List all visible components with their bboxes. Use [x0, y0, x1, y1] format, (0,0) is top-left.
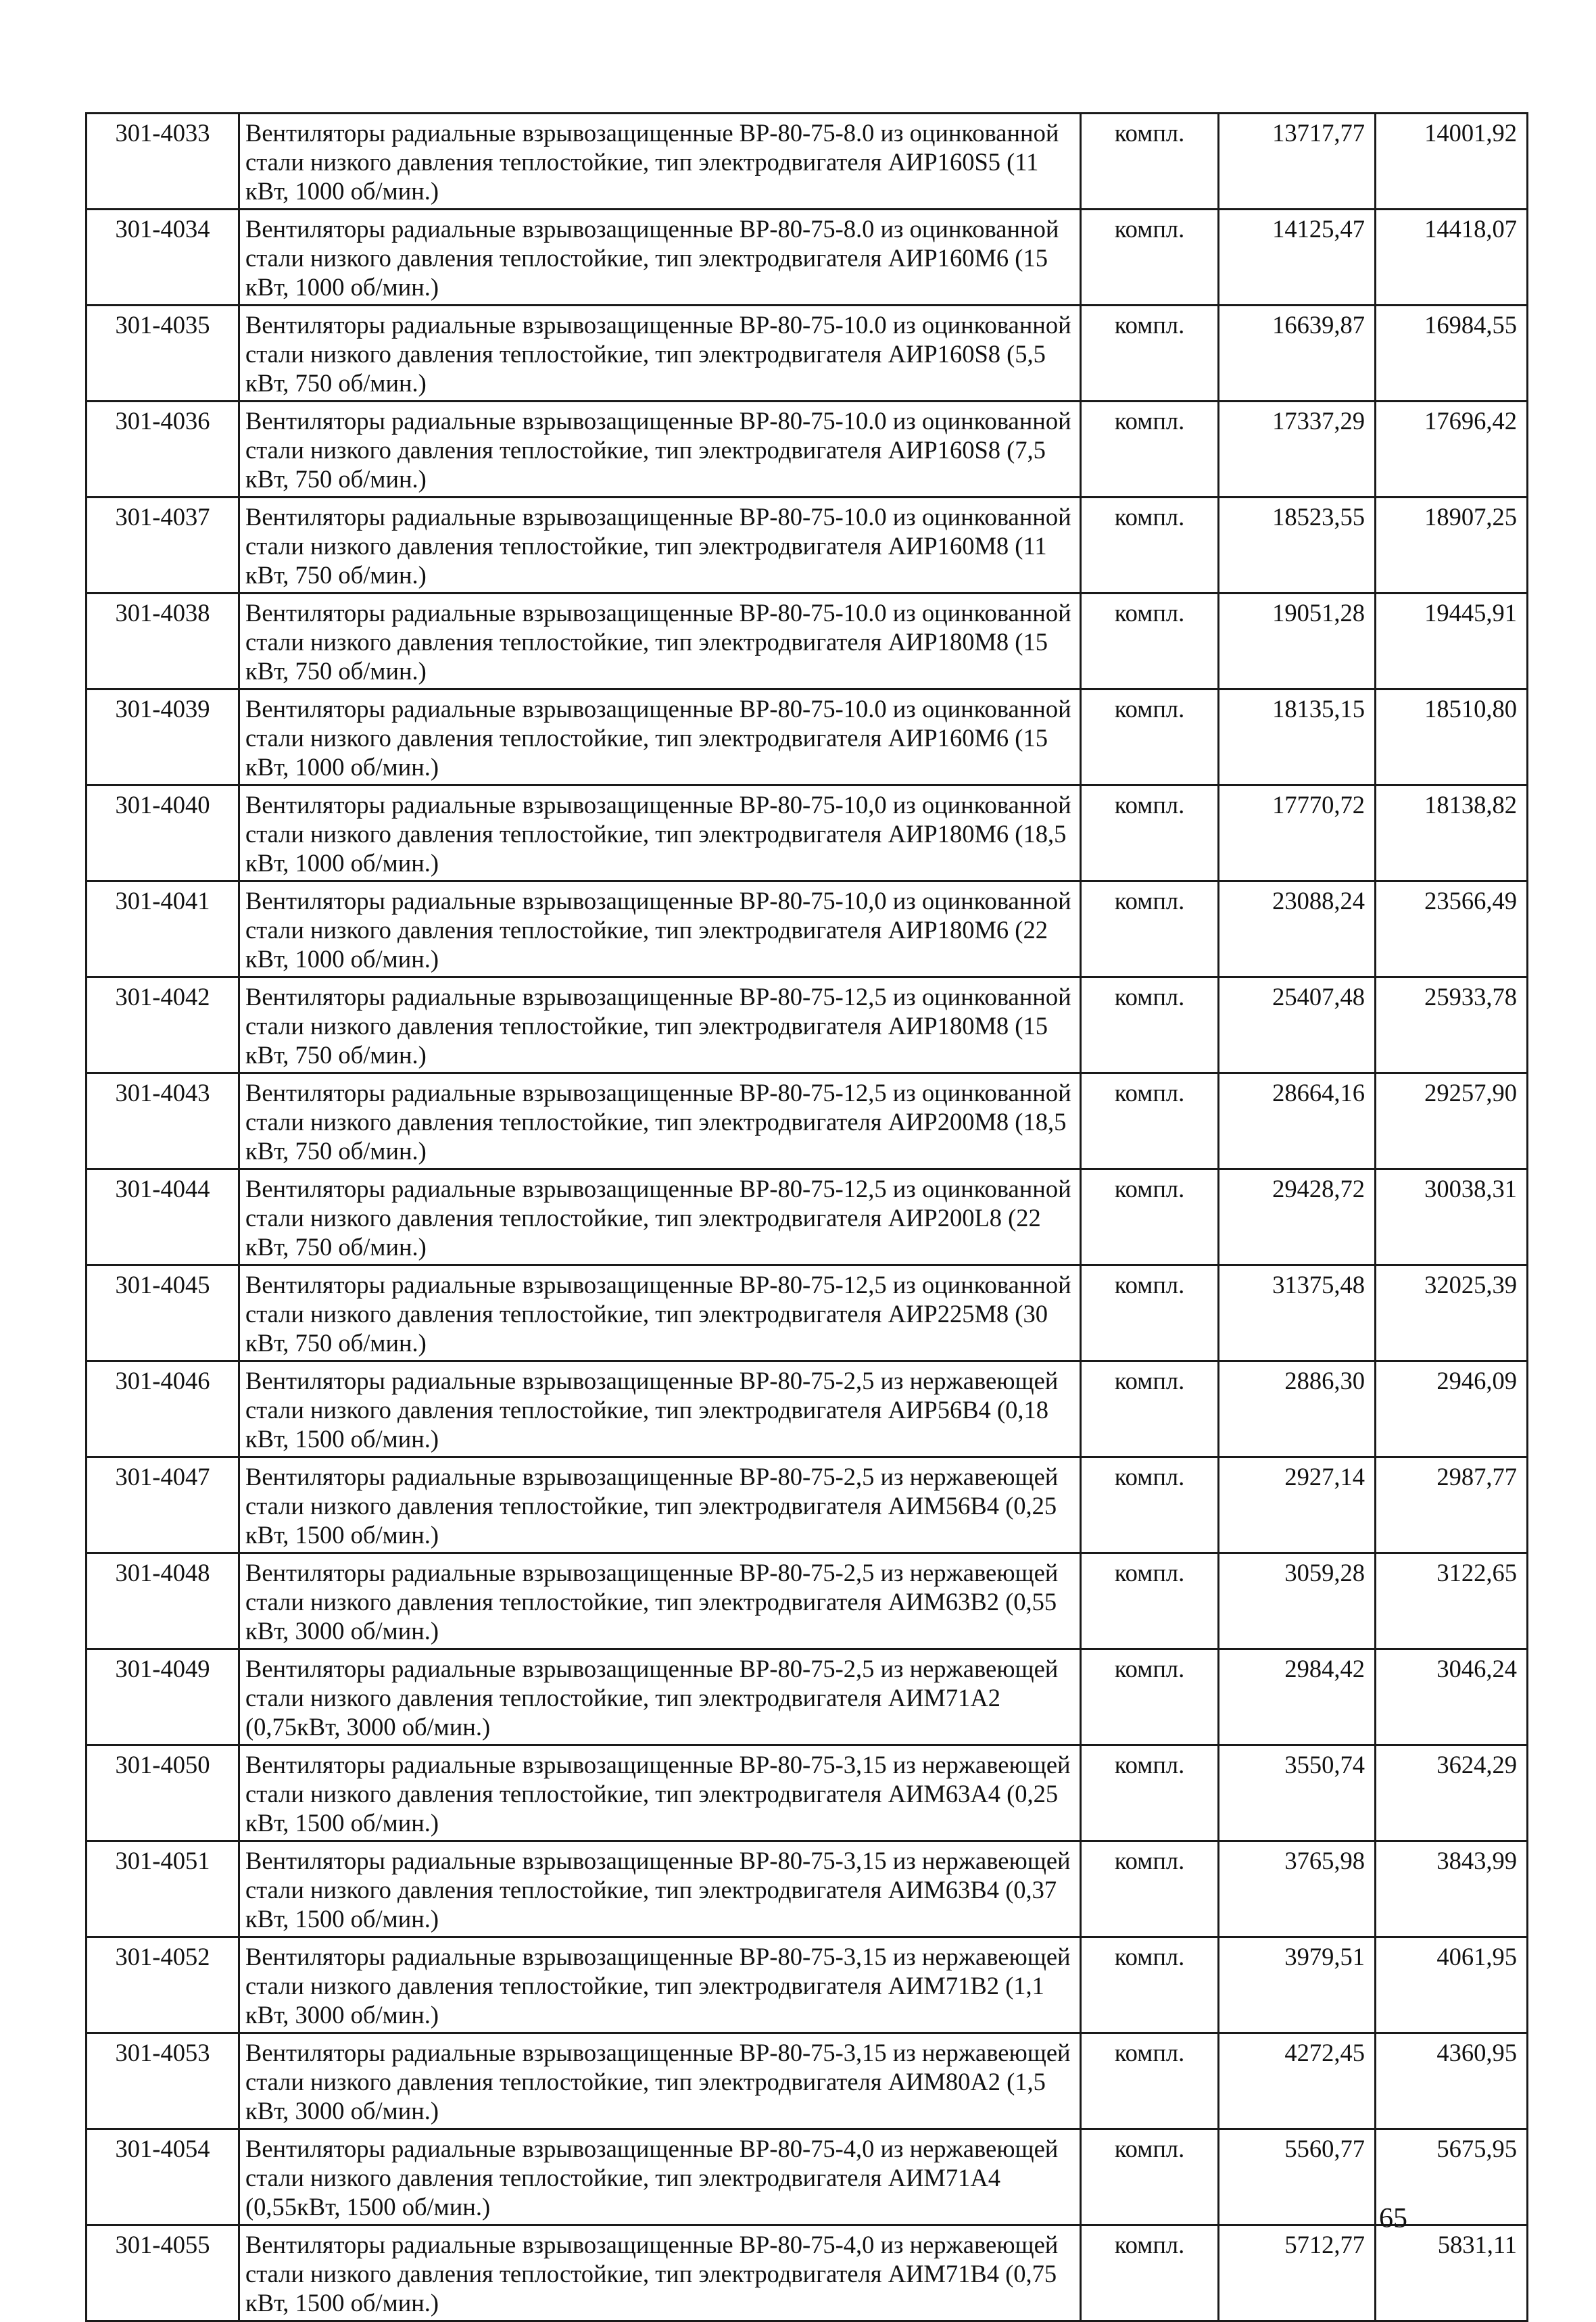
item-description: Вентиляторы радиальные взрывозащищенные ВР-80-75-8.0 из оцинкованной стали низкого давления теплостойкие, тип электродвигателя АИР160М6 (15 кВт, 1000 об/мин.) — [239, 210, 1081, 306]
item-price-1: 25407,48 — [1219, 977, 1376, 1073]
item-code: 301-4053 — [87, 2033, 239, 2129]
item-price-1: 23088,24 — [1219, 881, 1376, 977]
item-code: 301-4036 — [87, 402, 239, 498]
item-description: Вентиляторы радиальные взрывозащищенные ВР-80-75-2,5 из нержавеющей стали низкого давления теплостойкие, тип электродвигателя АИМ63В2 (0,55 кВт, 3000 об/мин.) — [239, 1553, 1081, 1649]
item-code: 301-4052 — [87, 1937, 239, 2033]
table-row — [87, 2033, 1528, 2129]
item-price-2: 29257,90 — [1376, 1073, 1528, 1169]
table-row — [87, 881, 1528, 977]
item-unit: компл. — [1081, 1841, 1219, 1937]
item-description: Вентиляторы радиальные взрывозащищенные ВР-80-75-10.0 из оцинкованной стали низкого давления теплостойкие, тип электродвигателя АИР180М8 (15 кВт, 750 об/мин.) — [239, 594, 1081, 690]
item-code: 301-4055 — [87, 2225, 239, 2321]
item-price-1: 2984,42 — [1219, 1649, 1376, 1745]
item-description: Вентиляторы радиальные взрывозащищенные ВР-80-75-12,5 из оцинкованной стали низкого давления теплостойкие, тип электродвигателя АИР180М8 (15 кВт, 750 об/мин.) — [239, 977, 1081, 1073]
item-price-2: 18907,25 — [1376, 498, 1528, 594]
item-description: Вентиляторы радиальные взрывозащищенные ВР-80-75-10,0 из оцинкованной стали низкого давления теплостойкие, тип электродвигателя АИР180М6 (22 кВт, 1000 об/мин.) — [239, 881, 1081, 977]
item-description: Вентиляторы радиальные взрывозащищенные ВР-80-75-10,0 из оцинкованной стали низкого давления теплостойкие, тип электродвигателя АИР180М6 (18,5 кВт, 1000 об/мин.) — [239, 785, 1081, 881]
item-unit: компл. — [1081, 306, 1219, 402]
item-description: Вентиляторы радиальные взрывозащищенные ВР-80-75-3,15 из нержавеющей стали низкого давления теплостойкие, тип электродвигателя АИМ63В4 (0,37 кВт, 1500 об/мин.) — [239, 1841, 1081, 1937]
item-unit: компл. — [1081, 1169, 1219, 1265]
table-row — [87, 1265, 1528, 1361]
item-unit: компл. — [1081, 690, 1219, 785]
item-price-1: 29428,72 — [1219, 1169, 1376, 1265]
item-price-2: 2946,09 — [1376, 1361, 1528, 1457]
item-price-1: 3979,51 — [1219, 1937, 1376, 2033]
table-row — [87, 1841, 1528, 1937]
item-code: 301-4038 — [87, 594, 239, 690]
item-price-2: 3624,29 — [1376, 1745, 1528, 1841]
item-code: 301-4045 — [87, 1265, 239, 1361]
item-unit: компл. — [1081, 498, 1219, 594]
item-code: 301-4033 — [87, 114, 239, 210]
item-unit: компл. — [1081, 785, 1219, 881]
item-code: 301-4049 — [87, 1649, 239, 1745]
item-price-2: 3122,65 — [1376, 1553, 1528, 1649]
item-price-1: 19051,28 — [1219, 594, 1376, 690]
item-code: 301-4047 — [87, 1457, 239, 1553]
item-price-1: 3059,28 — [1219, 1553, 1376, 1649]
item-price-2: 5831,11 — [1376, 2225, 1528, 2321]
item-unit: компл. — [1081, 1745, 1219, 1841]
item-unit: компл. — [1081, 1457, 1219, 1553]
item-price-2: 30038,31 — [1376, 1169, 1528, 1265]
item-price-2: 4360,95 — [1376, 2033, 1528, 2129]
item-description: Вентиляторы радиальные взрывозащищенные ВР-80-75-4,0 из нержавеющей стали низкого давления теплостойкие, тип электродвигателя АИМ71В4 (0,75 кВт, 1500 об/мин.) — [239, 2225, 1081, 2321]
item-price-2: 23566,49 — [1376, 881, 1528, 977]
item-code: 301-4040 — [87, 785, 239, 881]
item-description: Вентиляторы радиальные взрывозащищенные ВР-80-75-3,15 из нержавеющей стали низкого давления теплостойкие, тип электродвигателя АИМ80А2 (1,5 кВт, 3000 об/мин.) — [239, 2033, 1081, 2129]
item-unit: компл. — [1081, 977, 1219, 1073]
item-price-1: 5560,77 — [1219, 2129, 1376, 2225]
table-row — [87, 977, 1528, 1073]
table-row — [87, 114, 1528, 210]
table-row — [87, 1073, 1528, 1169]
item-unit: компл. — [1081, 1553, 1219, 1649]
item-description: Вентиляторы радиальные взрывозащищенные ВР-80-75-8.0 из оцинкованной стали низкого давления теплостойкие, тип электродвигателя АИР160S5 (11 кВт, 1000 об/мин.) — [239, 114, 1081, 210]
item-unit: компл. — [1081, 1073, 1219, 1169]
item-price-1: 13717,77 — [1219, 114, 1376, 210]
table-body — [87, 114, 1528, 2321]
item-description: Вентиляторы радиальные взрывозащищенные ВР-80-75-10.0 из оцинкованной стали низкого давления теплостойкие, тип электродвигателя АИР160S8 (7,5 кВт, 750 об/мин.) — [239, 402, 1081, 498]
item-price-1: 31375,48 — [1219, 1265, 1376, 1361]
item-code: 301-4039 — [87, 690, 239, 785]
item-unit: компл. — [1081, 402, 1219, 498]
item-description: Вентиляторы радиальные взрывозащищенные ВР-80-75-4,0 из нержавеющей стали низкого давления теплостойкие, тип электродвигателя АИМ71А4 (0,55кВт, 1500 об/мин.) — [239, 2129, 1081, 2225]
item-price-1: 14125,47 — [1219, 210, 1376, 306]
item-description: Вентиляторы радиальные взрывозащищенные ВР-80-75-12,5 из оцинкованной стали низкого давления теплостойкие, тип электродвигателя АИР225М8 (30 кВт, 750 об/мин.) — [239, 1265, 1081, 1361]
item-description: Вентиляторы радиальные взрывозащищенные ВР-80-75-3,15 из нержавеющей стали низкого давления теплостойкие, тип электродвигателя АИМ71В2 (1,1 кВт, 3000 об/мин.) — [239, 1937, 1081, 2033]
item-description: Вентиляторы радиальные взрывозащищенные ВР-80-75-10.0 из оцинкованной стали низкого давления теплостойкие, тип электродвигателя АИР160S8 (5,5 кВт, 750 об/мин.) — [239, 306, 1081, 402]
item-unit: компл. — [1081, 1649, 1219, 1745]
item-price-1: 4272,45 — [1219, 2033, 1376, 2129]
table-row — [87, 498, 1528, 594]
item-code: 301-4044 — [87, 1169, 239, 1265]
table-row — [87, 1169, 1528, 1265]
table-row — [87, 210, 1528, 306]
item-price-1: 2927,14 — [1219, 1457, 1376, 1553]
item-price-1: 2886,30 — [1219, 1361, 1376, 1457]
item-price-1: 5712,77 — [1219, 2225, 1376, 2321]
item-description: Вентиляторы радиальные взрывозащищенные ВР-80-75-2,5 из нержавеющей стали низкого давления теплостойкие, тип электродвигателя АИМ71А2 (0,75кВт, 3000 об/мин.) — [239, 1649, 1081, 1745]
item-unit: компл. — [1081, 1361, 1219, 1457]
item-price-1: 17337,29 — [1219, 402, 1376, 498]
item-code: 301-4054 — [87, 2129, 239, 2225]
table-row — [87, 1457, 1528, 1553]
item-price-1: 17770,72 — [1219, 785, 1376, 881]
item-code: 301-4046 — [87, 1361, 239, 1457]
table-row — [87, 1553, 1528, 1649]
item-price-2: 19445,91 — [1376, 594, 1528, 690]
item-price-2: 14418,07 — [1376, 210, 1528, 306]
page-number: 65 — [1379, 2203, 1407, 2234]
table-row — [87, 1937, 1528, 2033]
table-row — [87, 594, 1528, 690]
item-price-2: 16984,55 — [1376, 306, 1528, 402]
item-unit: компл. — [1081, 114, 1219, 210]
table-row — [87, 1361, 1528, 1457]
item-price-2: 2987,77 — [1376, 1457, 1528, 1553]
item-price-1: 3550,74 — [1219, 1745, 1376, 1841]
item-price-1: 3765,98 — [1219, 1841, 1376, 1937]
item-unit: компл. — [1081, 1265, 1219, 1361]
item-price-1: 18523,55 — [1219, 498, 1376, 594]
item-description: Вентиляторы радиальные взрывозащищенные ВР-80-75-3,15 из нержавеющей стали низкого давления теплостойкие, тип электродвигателя АИМ63А4 (0,25 кВт, 1500 об/мин.) — [239, 1745, 1081, 1841]
item-description: Вентиляторы радиальные взрывозащищенные ВР-80-75-12,5 из оцинкованной стали низкого давления теплостойкие, тип электродвигателя АИР200L8 (22 кВт, 750 об/мин.) — [239, 1169, 1081, 1265]
item-price-1: 18135,15 — [1219, 690, 1376, 785]
table-row — [87, 306, 1528, 402]
table-row — [87, 402, 1528, 498]
item-price-2: 14001,92 — [1376, 114, 1528, 210]
item-description: Вентиляторы радиальные взрывозащищенные ВР-80-75-2,5 из нержавеющей стали низкого давления теплостойкие, тип электродвигателя АИР56В4 (0,18 кВт, 1500 об/мин.) — [239, 1361, 1081, 1457]
item-description: Вентиляторы радиальные взрывозащищенные ВР-80-75-2,5 из нержавеющей стали низкого давления теплостойкие, тип электродвигателя АИМ56В4 (0,25 кВт, 1500 об/мин.) — [239, 1457, 1081, 1553]
price-table — [85, 112, 1528, 2322]
item-code: 301-4048 — [87, 1553, 239, 1649]
item-unit: компл. — [1081, 2225, 1219, 2321]
item-code: 301-4034 — [87, 210, 239, 306]
item-description: Вентиляторы радиальные взрывозащищенные ВР-80-75-12,5 из оцинкованной стали низкого давления теплостойкие, тип электродвигателя АИР200М8 (18,5 кВт, 750 об/мин.) — [239, 1073, 1081, 1169]
item-unit: компл. — [1081, 881, 1219, 977]
item-code: 301-4051 — [87, 1841, 239, 1937]
item-code: 301-4041 — [87, 881, 239, 977]
item-unit: компл. — [1081, 2033, 1219, 2129]
item-price-2: 17696,42 — [1376, 402, 1528, 498]
table-row — [87, 2225, 1528, 2321]
item-unit: компл. — [1081, 594, 1219, 690]
table-row — [87, 690, 1528, 785]
item-price-2: 3843,99 — [1376, 1841, 1528, 1937]
item-price-2: 25933,78 — [1376, 977, 1528, 1073]
item-description: Вентиляторы радиальные взрывозащищенные ВР-80-75-10.0 из оцинкованной стали низкого давления теплостойкие, тип электродвигателя АИР160М8 (11 кВт, 750 об/мин.) — [239, 498, 1081, 594]
item-code: 301-4050 — [87, 1745, 239, 1841]
item-price-2: 18138,82 — [1376, 785, 1528, 881]
item-price-2: 32025,39 — [1376, 1265, 1528, 1361]
table-row — [87, 1745, 1528, 1841]
table-row — [87, 2129, 1528, 2225]
item-unit: компл. — [1081, 210, 1219, 306]
item-code: 301-4042 — [87, 977, 239, 1073]
item-code: 301-4037 — [87, 498, 239, 594]
item-description: Вентиляторы радиальные взрывозащищенные ВР-80-75-10.0 из оцинкованной стали низкого давления теплостойкие, тип электродвигателя АИР160М6 (15 кВт, 1000 об/мин.) — [239, 690, 1081, 785]
item-price-2: 18510,80 — [1376, 690, 1528, 785]
item-price-2: 4061,95 — [1376, 1937, 1528, 2033]
table-row — [87, 1649, 1528, 1745]
item-price-1: 28664,16 — [1219, 1073, 1376, 1169]
item-price-2: 3046,24 — [1376, 1649, 1528, 1745]
item-unit: компл. — [1081, 2129, 1219, 2225]
item-code: 301-4043 — [87, 1073, 239, 1169]
item-code: 301-4035 — [87, 306, 239, 402]
table-row — [87, 785, 1528, 881]
item-price-1: 16639,87 — [1219, 306, 1376, 402]
item-price-2: 5675,95 — [1376, 2129, 1528, 2225]
item-unit: компл. — [1081, 1937, 1219, 2033]
